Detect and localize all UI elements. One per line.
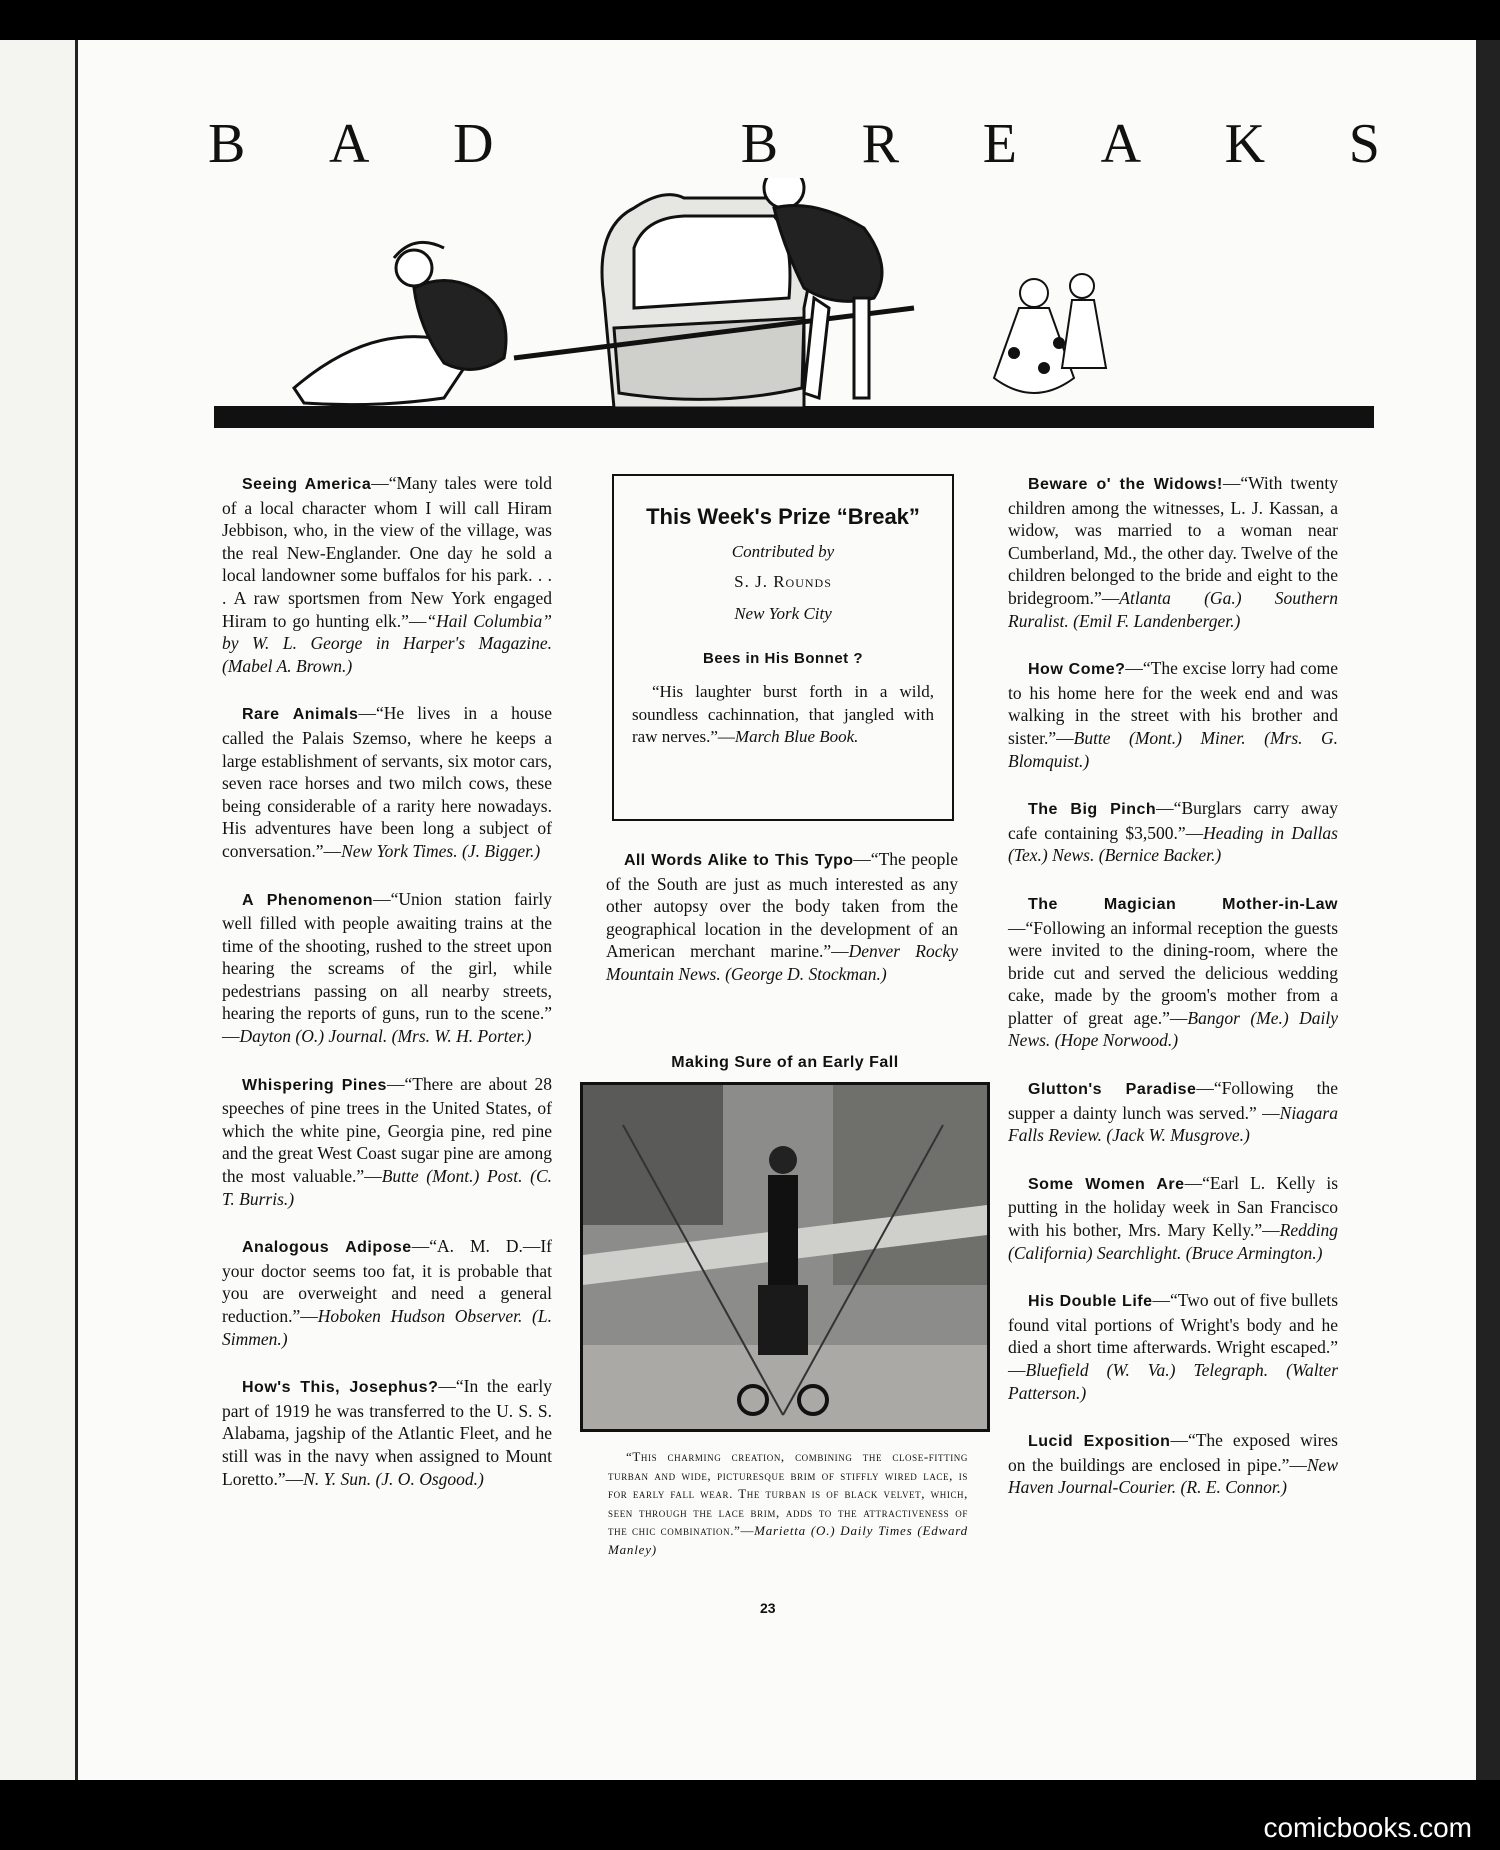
- title-spacer: [577, 112, 657, 172]
- airplane-photo-drawing: [583, 1085, 987, 1429]
- item-heading: Rare Animals: [242, 706, 359, 724]
- photo-caption: [608, 1448, 968, 1559]
- item-heading: His Double Life: [1028, 1293, 1153, 1311]
- title-letter: A: [328, 113, 370, 175]
- item-source: New Haven Journal-Courier. (R. E. Connor.): [1008, 1454, 1338, 1498]
- item-body: —“The people of the South are just as much interested as any other autopsy over the body taken from the geographical location in the development of an American merchant marine.”—: [606, 849, 959, 962]
- article-item: [222, 1375, 552, 1490]
- article-item: [1008, 1289, 1338, 1404]
- right-column: [1008, 472, 1338, 1524]
- item-heading: A Phenomenon: [242, 891, 374, 909]
- left-column: [222, 472, 552, 1515]
- item-heading: Seeing America: [242, 476, 372, 493]
- item-source: “Hail Columbia” by W. L. George in Harper's Magazine. (Mabel A. Brown.): [222, 610, 552, 676]
- right-page-edge: [1476, 40, 1500, 1780]
- contributor-city: New York City: [734, 604, 832, 623]
- article-item: [1008, 1172, 1338, 1264]
- article-item: [222, 1073, 552, 1211]
- item-source: Denver Rocky Mountain News. (George D. Stockman.): [606, 941, 958, 984]
- item-source: Heading in Dallas (Tex.) News. (Bernice Backer.): [1008, 822, 1338, 866]
- article-item: [222, 472, 552, 677]
- page-number: 23: [760, 1600, 776, 1616]
- item-heading: How's This, Josephus?: [242, 1379, 439, 1397]
- item-source: N. Y. Sun. (J. O. Osgood.): [303, 1468, 484, 1489]
- item-heading: The Magician Mother-in-Law: [1028, 895, 1338, 913]
- item-source: Dayton (O.) Journal. (Mrs. W. H. Porter.): [239, 1026, 532, 1047]
- caption-body: “This charming creation, combining the close-fitting turban and wide, picturesque brim of stiffly wired lace, is for early fall wear. The turban is of black velvet, which, seen through the lace brim, adds to the attractiveness of the chic combination.”—: [608, 1449, 968, 1538]
- prize-heading: This Week's Prize “Break”: [646, 504, 920, 529]
- article-item: [1008, 657, 1338, 772]
- item-body: —“The exposed wires on the buildings are enclosed in pipe.”—: [1008, 1430, 1338, 1475]
- item-source: Hoboken Hudson Observer. (L. Simmen.): [222, 1306, 552, 1349]
- title-letter: R: [861, 113, 900, 175]
- item-body: —“Following an informal reception the guests were invited to the dining-room, where the bride cut and served the delicious wedding cake, made by the groom's mother from a platter of great age.”—: [1008, 917, 1338, 1028]
- item-body: —“He lives in a house called the Palais Szemso, where he keeps a large establishment of servants, six motor cars, seven race horses and two milch cows, these being considerable of a rarity here nowadays. His adventures have been long a subject of conversation.”—: [222, 703, 552, 861]
- item-source: Niagara Falls Review. (Jack W. Musgrove.): [1008, 1102, 1338, 1146]
- page-title: [208, 112, 1380, 175]
- item-source: Atlanta (Ga.) Southern Ruralist. (Emil F. Landenberger.): [1008, 587, 1338, 631]
- left-page-edge: [0, 40, 78, 1780]
- photo-heading: Making Sure of an Early Fall: [671, 1054, 899, 1071]
- item-source: Butte (Mont.) Post. (C. T. Burris.): [222, 1166, 553, 1209]
- item-source: New York Times. (J. Bigger.): [341, 840, 541, 861]
- prize-break-box: [612, 474, 954, 821]
- item-heading: How Come?: [1028, 661, 1126, 679]
- item-body: —“With twenty children among the witnesses, L. J. Kassan, a widow, was married to a woman near Cumberland, Md., the other day. Twelve of the children belonged to the bride and eight to the bridegroom.”—: [1008, 473, 1338, 608]
- item-heading: Lucid Exposition: [1028, 1433, 1171, 1451]
- item-heading: Whispering Pines: [242, 1076, 387, 1094]
- item-source: Butte (Mont.) Miner. (Mrs. G. Blomquist.): [1008, 727, 1338, 771]
- article-item: [1008, 1077, 1338, 1147]
- title-letter: E: [982, 113, 1017, 175]
- site-watermark: comicbooks.com: [1263, 1812, 1472, 1843]
- item-body: —“A. M. D.—If your doctor seems too fat, it is probable that you are overweight and need a general reduction.”—: [222, 1236, 552, 1326]
- article-item: [1008, 797, 1338, 867]
- item-source: Redding (California) Searchlight. (Bruce Armington.): [1008, 1220, 1338, 1263]
- item-body: —“There are about 28 speeches of pine trees in the United States, of which the white pine, Georgia pine, red pine and the great West Coast sugar pine are among the most valuable.”—: [222, 1073, 552, 1187]
- item-heading: All Words Alike to This Typo: [624, 852, 854, 869]
- prize-quote-body: “His laughter burst forth in a wild, soundless cachinnation, that jangled with raw nerves.”—: [632, 682, 934, 747]
- fallen-carrier-drawing: [294, 242, 506, 404]
- item-heading: Analogous Adipose: [242, 1239, 412, 1257]
- caption-source: Marietta (O.) Daily Times (Edward Manley): [608, 1523, 968, 1557]
- item-body: —“Burglars carry away cafe containing $3,500.”—: [1008, 798, 1338, 843]
- item-source: Bangor (Me.) Daily News. (Hope Norwood.): [1008, 1007, 1338, 1051]
- title-letter: B: [740, 113, 779, 175]
- prize-quote: [632, 681, 934, 749]
- article-item: [222, 702, 552, 862]
- contributed-by-label: Contributed by: [731, 542, 835, 561]
- title-letter: A: [1100, 113, 1142, 175]
- prize-subheading: Bees in His Bonnet ?: [702, 650, 864, 667]
- title-letter: B: [208, 113, 246, 175]
- ladies-drawing: [994, 274, 1106, 393]
- airplane-photo: [580, 1082, 990, 1432]
- title-letter: D: [453, 113, 494, 175]
- article-item: [1008, 472, 1338, 632]
- header-illustration: [214, 178, 1374, 430]
- item-source: Bluefield (W. Va.) Telegraph. (Walter Patterson.): [1008, 1360, 1338, 1403]
- item-heading: Some Women Are: [1028, 1175, 1185, 1193]
- item-heading: Beware o' the Widows!: [1028, 476, 1223, 493]
- item-body: —“Many tales were told of a local character whom I will call Hiram Jebbison, who, in the view of the village, was the real New-Englander. One day he sold a local landowner some buffalos for his park. . . . A raw sportsmen from New York engaged Hiram to go hunting elk.”—: [222, 473, 552, 631]
- item-body: —“Union station fairly well filled with people awaiting trains at the time of the shooting, rushed to the street upon hearing the screams of the girl, while pedestrians passing on all nearby streets, hearing the reports of guns, run to the scene.” —: [222, 888, 553, 1047]
- item-body: —“In the early part of 1919 he was transferred to the U. S. S. Alabama, jagship of the Atlantic Fleet, and he still was in the navy when assigned to Mount Loretto.”—: [222, 1376, 552, 1489]
- item-body: —“Two out of five bullets found vital portions of Wright's body and he died a short time afterwards. Wright escaped.” —: [1008, 1290, 1339, 1380]
- item-body: —“The excise lorry had come to his home here for the week end and was walking in the street with his brother and sister.”—: [1008, 658, 1338, 748]
- article-item: [1008, 1429, 1338, 1499]
- item-heading: Glutton's Paradise: [1028, 1081, 1197, 1099]
- title-letter: K: [1224, 113, 1266, 175]
- title-letter: S: [1348, 113, 1380, 175]
- item-body: —“Earl L. Kelly is putting in the holiday week in San Francisco with his bother, Mrs. Mary Kelly.”—: [1008, 1172, 1339, 1241]
- item-heading: The Big Pinch: [1028, 801, 1157, 819]
- contributor-name: S. J. Rounds: [734, 572, 832, 591]
- article-item: [222, 1235, 552, 1350]
- article-item: [1008, 892, 1338, 1052]
- article-item: [222, 888, 552, 1048]
- item-body: —“Following the supper a dainty lunch was served.” —: [1008, 1078, 1338, 1123]
- prize-quote-source: March Blue Book.: [734, 727, 859, 747]
- middle-item: [606, 848, 958, 986]
